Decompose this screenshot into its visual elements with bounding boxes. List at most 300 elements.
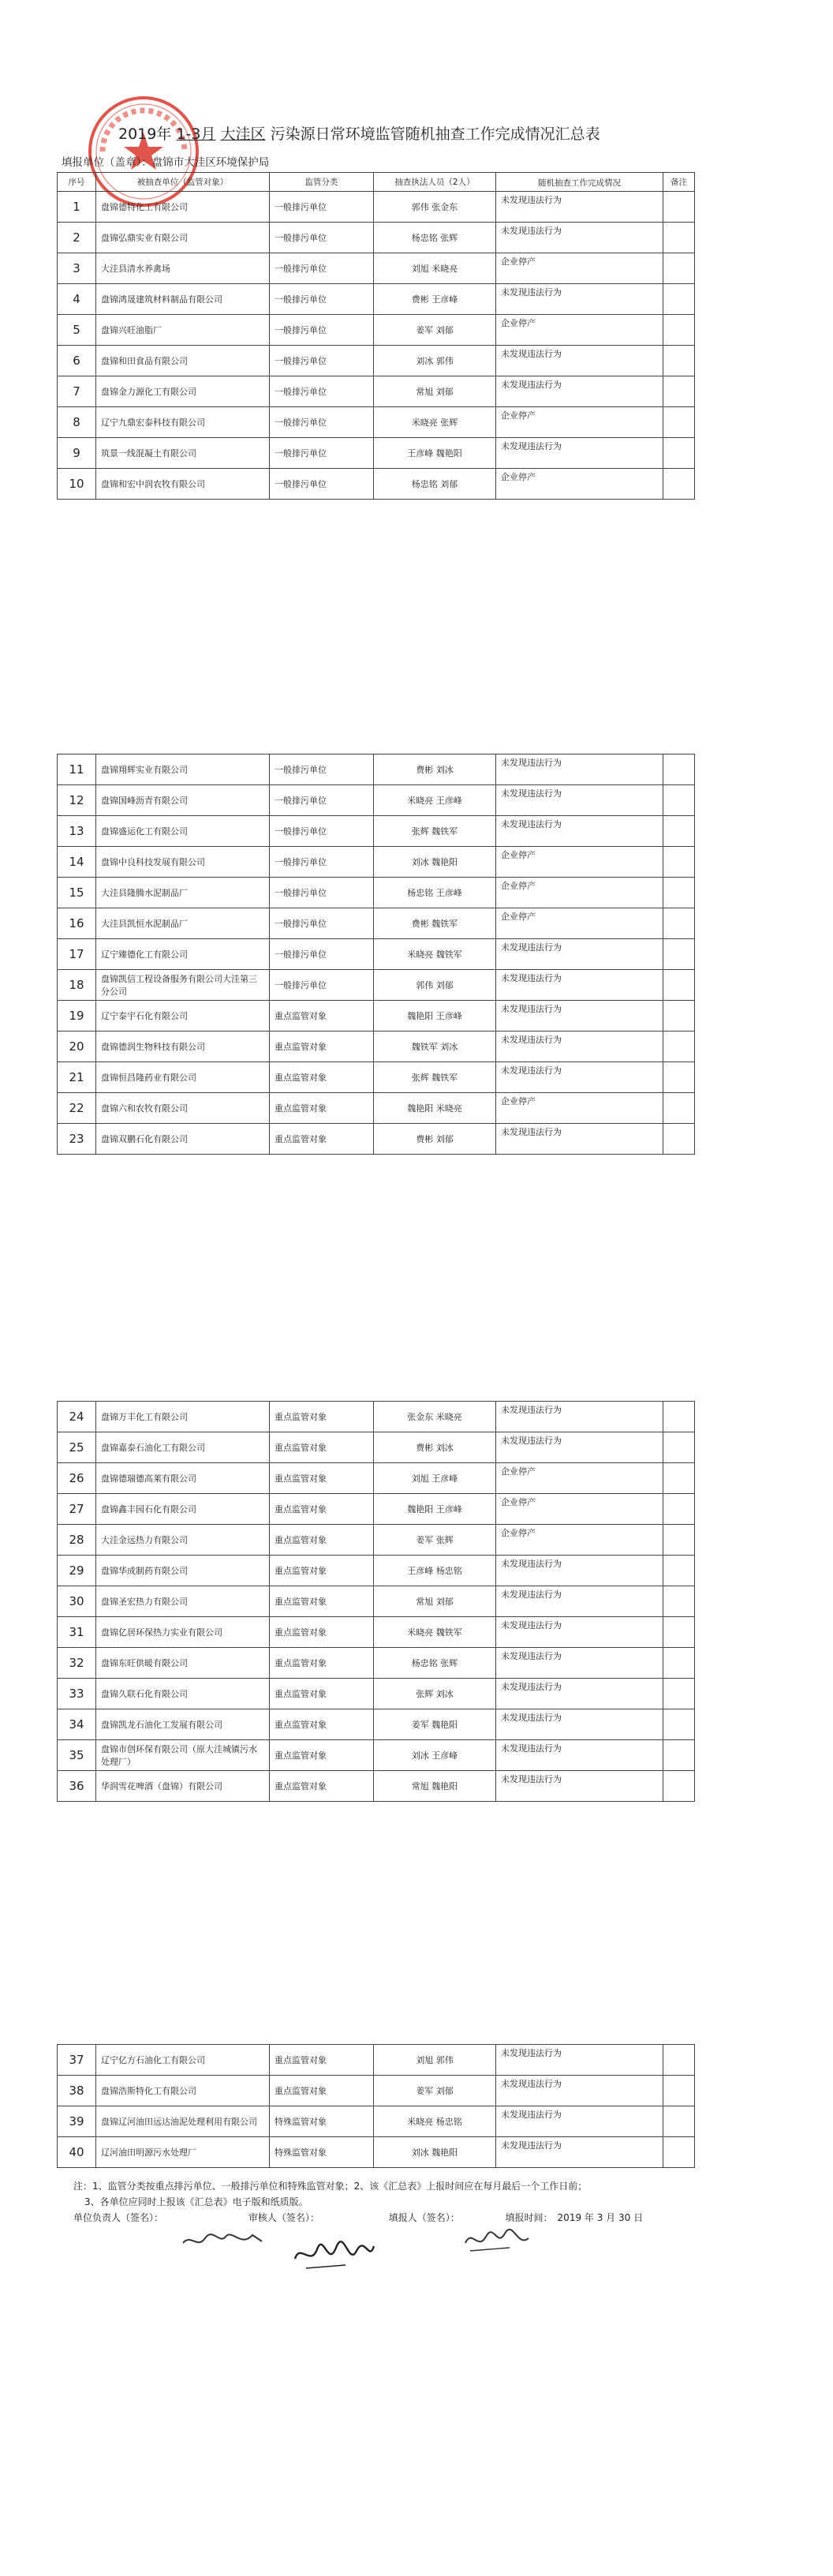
remark [663,1494,695,1525]
supervision-category: 一般排污单位 [270,407,374,438]
company-name: 盘锦凯信工程设备服务有限公司大洼第三分公司 [96,970,270,1001]
inspection-result: 企业停产 [496,407,663,438]
supervision-category: 一般排污单位 [270,192,374,223]
inspection-result: 未发现违法行为 [496,970,663,1001]
inspection-result: 企业停产 [496,1494,663,1525]
supervision-category: 重点监管对象 [270,1617,374,1648]
remark [663,1432,695,1463]
company-name: 盘锦和田食品有限公司 [96,346,270,376]
unit-head-label: 单位负责人（签名）： [73,2212,164,2223]
remark [663,1525,695,1556]
page-title: 2019年 1-3月 大洼区 污染源日常环境监管随机抽查工作完成情况汇总表 [118,125,600,143]
company-name: 盘锦鑫丰园石化有限公司 [96,1494,270,1525]
table-row [58,2045,695,2076]
inspectors: 米晓亮 魏铁军 [374,1617,496,1648]
table-row [58,438,695,469]
table-row [58,1709,695,1740]
row-number: 7 [58,376,96,407]
table-row [58,1402,695,1432]
row-number: 26 [58,1463,96,1494]
row-number: 27 [58,1494,96,1525]
remark [663,785,695,816]
company-name: 辽宁臻德化工有限公司 [96,939,270,970]
company-name: 大洼县凯恒水泥制品厂 [96,908,270,939]
inspectors: 常旭 刘郁 [374,376,496,407]
remark [663,2137,695,2168]
company-name: 盘锦市创环保有限公司（原大洼城镇污水处理厂） [96,1740,270,1771]
signature-unit-head-icon [180,2227,267,2256]
company-name: 盘锦盛运化工有限公司 [96,816,270,847]
filler-label: 填报人（签名）： [388,2212,460,2223]
remark [663,253,695,284]
company-name: 盘锦金力源化工有限公司 [96,376,270,407]
inspectors: 郭伟 刘郁 [374,970,496,1001]
company-name: 盘锦六和农牧有限公司 [96,1093,270,1124]
remark [663,908,695,939]
row-number: 3 [58,253,96,284]
inspectors: 杨忠铭 张辉 [374,1648,496,1679]
inspectors: 刘冰 郭伟 [374,346,496,376]
supervision-category: 重点监管对象 [270,1093,374,1124]
row-number: 30 [58,1586,96,1617]
company-name: 筑景一线混凝土有限公司 [96,438,270,469]
reporting-unit: 填报单位（盖章）：盘锦市大洼区环境保护局 [62,156,270,169]
company-name: 辽宁九鼎宏泰科技有限公司 [96,407,270,438]
column-header-category: 监管分类 [270,173,374,192]
table-header-row [58,173,695,192]
inspection-result: 未发现违法行为 [496,438,663,469]
table-row [58,315,695,346]
company-name: 盘锦辽河油田远达油泥处理利用有限公司 [96,2106,270,2137]
inspection-result: 未发现违法行为 [496,2045,663,2076]
inspection-table [57,172,695,500]
table-row [58,1679,695,1709]
inspectors: 杨忠铭 张辉 [374,223,496,253]
company-name: 辽河油田明源污水处理厂 [96,2137,270,2168]
inspectors: 米晓亮 魏铁军 [374,939,496,970]
table-row [58,284,695,315]
inspectors: 杨忠铭 刘郁 [374,469,496,500]
inspectors: 王彦峰 魏艳阳 [374,438,496,469]
inspectors: 魏艳阳 王彦峰 [374,1494,496,1525]
inspection-result: 未发现违法行为 [496,1679,663,1709]
remark [663,1709,695,1740]
row-number: 19 [58,1001,96,1032]
remark [663,376,695,407]
remark [663,346,695,376]
inspectors: 郭伟 张金东 [374,192,496,223]
remark [663,816,695,847]
company-name: 盘锦德特化工有限公司 [96,192,270,223]
supervision-category: 重点监管对象 [270,1001,374,1032]
remark [663,754,695,785]
inspection-result: 未发现违法行为 [496,1556,663,1586]
remark [663,1586,695,1617]
company-name: 大洼县清水养禽场 [96,253,270,284]
inspectors: 杨忠铭 王彦峰 [374,878,496,908]
column-header-remark: 备注 [663,173,695,192]
inspectors: 常旭 刘郁 [374,1586,496,1617]
table-row [58,785,695,816]
remark [663,878,695,908]
row-number: 28 [58,1525,96,1556]
inspectors: 米晓亮 王彦峰 [374,785,496,816]
remark [663,1062,695,1093]
inspection-result: 企业停产 [496,908,663,939]
supervision-category: 重点监管对象 [270,1525,374,1556]
remark [663,1402,695,1432]
inspection-result: 企业停产 [496,1463,663,1494]
inspection-result: 未发现违法行为 [496,1709,663,1740]
remark [663,1001,695,1032]
company-name: 盘锦久联石化有限公司 [96,1679,270,1709]
inspection-result: 未发现违法行为 [496,785,663,816]
table-row [58,223,695,253]
company-name: 辽宁亿方石油化工有限公司 [96,2045,270,2076]
table-row [58,2137,695,2168]
table-row [58,1525,695,1556]
column-header-no: 序号 [58,173,96,192]
inspectors: 姜军 刘郁 [374,2076,496,2106]
inspectors: 张辉 魏铁军 [374,1062,496,1093]
row-number: 32 [58,1648,96,1679]
inspection-result: 未发现违法行为 [496,1402,663,1432]
row-number: 17 [58,939,96,970]
inspection-result: 企业停产 [496,1093,663,1124]
supervision-category: 一般排污单位 [270,785,374,816]
table-row [58,1556,695,1586]
inspectors: 费彬 刘冰 [374,1432,496,1463]
table-row [58,469,695,500]
supervision-category: 重点监管对象 [270,1648,374,1679]
inspection-result: 企业停产 [496,1525,663,1556]
table-row [58,376,695,407]
remark [663,1032,695,1062]
row-number: 36 [58,1771,96,1802]
table-row [58,2106,695,2137]
company-name: 盘锦德瑞德高莱有限公司 [96,1463,270,1494]
table-row [58,253,695,284]
supervision-category: 一般排污单位 [270,878,374,908]
table-row [58,346,695,376]
inspectors: 费彬 刘郁 [374,1124,496,1155]
supervision-category: 一般排污单位 [270,438,374,469]
inspection-result: 企业停产 [496,253,663,284]
row-number: 4 [58,284,96,315]
date-label: 填报时间： [505,2212,553,2223]
inspectors: 费彬 刘冰 [374,754,496,785]
table-row [58,1093,695,1124]
table-row [58,939,695,970]
supervision-category: 重点监管对象 [270,1463,374,1494]
inspectors: 魏艳阳 米晓亮 [374,1093,496,1124]
remark [663,1556,695,1586]
remark [663,315,695,346]
row-number: 40 [58,2137,96,2168]
inspection-result: 企业停产 [496,315,663,346]
company-name: 大洼金远热力有限公司 [96,1525,270,1556]
remark [663,1124,695,1155]
supervision-category: 重点监管对象 [270,1679,374,1709]
remark [663,192,695,223]
column-header-inspectors: 抽查执法人员（2人） [374,173,496,192]
company-name: 盘锦双鹏石化有限公司 [96,1124,270,1155]
table-row [58,1124,695,1155]
row-number: 16 [58,908,96,939]
row-number: 34 [58,1709,96,1740]
inspectors: 米晓亮 杨忠铭 [374,2106,496,2137]
supervision-category: 一般排污单位 [270,754,374,785]
supervision-category: 特殊监管对象 [270,2106,374,2137]
supervision-category: 一般排污单位 [270,315,374,346]
remark [663,939,695,970]
remark [663,970,695,1001]
table-row [58,407,695,438]
inspection-result: 企业停产 [496,878,663,908]
supervision-category: 一般排污单位 [270,223,374,253]
table-row [58,1648,695,1679]
inspectors: 刘冰 王彦峰 [374,1740,496,1771]
supervision-category: 一般排污单位 [270,847,374,878]
table-row [58,1463,695,1494]
table-row [58,1617,695,1648]
supervision-category: 一般排污单位 [270,970,374,1001]
row-number: 23 [58,1124,96,1155]
company-name: 盘锦亿居环保热力实业有限公司 [96,1617,270,1648]
supervision-category: 一般排污单位 [270,939,374,970]
supervision-category: 重点监管对象 [270,1032,374,1062]
table-row [58,1432,695,1463]
supervision-category: 重点监管对象 [270,1494,374,1525]
inspectors: 张辉 魏铁军 [374,816,496,847]
remark [663,284,695,315]
supervision-category: 重点监管对象 [270,1709,374,1740]
row-number: 13 [58,816,96,847]
company-name: 盘锦国峰沥青有限公司 [96,785,270,816]
supervision-category: 特殊监管对象 [270,2137,374,2168]
company-name: 盘锦嘉泰石油化工有限公司 [96,1432,270,1463]
row-number: 20 [58,1032,96,1062]
supervision-category: 一般排污单位 [270,908,374,939]
row-number: 14 [58,847,96,878]
row-number: 18 [58,970,96,1001]
inspection-result: 未发现违法行为 [496,1124,663,1155]
inspectors: 张金东 米晓亮 [374,1402,496,1432]
note-line-1: 注：1、监管分类按重点排污单位、一般排污单位和特殊监管对象；2、该《汇总表》上报时间应在每月最后一个工作日前； [73,2181,588,2192]
column-header-name: 被抽查单位（监管对象） [96,173,270,192]
remark [663,1463,695,1494]
remark [663,1679,695,1709]
inspectors: 魏铁军 刘冰 [374,1032,496,1062]
row-number: 31 [58,1617,96,1648]
remark [663,1093,695,1124]
inspectors: 米晓亮 张辉 [374,407,496,438]
company-name: 大洼县隆腾水泥制品厂 [96,878,270,908]
row-number: 12 [58,785,96,816]
company-name: 盘锦万丰化工有限公司 [96,1402,270,1432]
row-number: 29 [58,1556,96,1586]
inspectors: 魏艳阳 王彦峰 [374,1001,496,1032]
supervision-category: 一般排污单位 [270,469,374,500]
row-number: 9 [58,438,96,469]
inspectors: 刘旭 郭伟 [374,2045,496,2076]
date-value: 2019 年 3 月 30 日 [557,2212,644,2223]
row-number: 8 [58,407,96,438]
supervision-category: 重点监管对象 [270,1402,374,1432]
remark [663,1771,695,1802]
inspectors: 张辉 刘冰 [374,1679,496,1709]
remark [663,438,695,469]
company-name: 盘锦东旺供暖有限公司 [96,1648,270,1679]
inspection-result: 未发现违法行为 [496,284,663,315]
row-number: 1 [58,192,96,223]
table-row [58,970,695,1001]
inspection-result: 未发现违法行为 [496,1001,663,1032]
inspection-result: 未发现违法行为 [496,1648,663,1679]
inspection-result: 未发现违法行为 [496,754,663,785]
company-name: 盘锦德润生物科技有限公司 [96,1032,270,1062]
inspection-table [57,2044,695,2168]
company-name: 盘锦兴旺油脂厂 [96,315,270,346]
inspection-result: 未发现违法行为 [496,223,663,253]
footnotes [73,2178,654,2226]
company-name: 盘锦中良科技发展有限公司 [96,847,270,878]
remark [663,223,695,253]
inspection-result: 未发现违法行为 [496,1586,663,1617]
row-number: 2 [58,223,96,253]
company-name: 盘锦华成制药有限公司 [96,1556,270,1586]
inspection-result: 企业停产 [496,469,663,500]
table-row [58,816,695,847]
supervision-category: 重点监管对象 [270,2076,374,2106]
row-number: 21 [58,1062,96,1093]
table-row [58,1032,695,1062]
table-row [58,1001,695,1032]
company-name: 盘锦凯龙石油化工发展有限公司 [96,1709,270,1740]
row-number: 38 [58,2076,96,2106]
remark [663,2076,695,2106]
supervision-category: 重点监管对象 [270,2045,374,2076]
inspection-table [57,1401,695,1802]
inspectors: 姜军 魏艳阳 [374,1709,496,1740]
supervision-category: 重点监管对象 [270,1586,374,1617]
table-row [58,192,695,223]
column-header-result: 随机抽查工作完成情况 [496,173,663,192]
table-row [58,754,695,785]
inspectors: 姜军 刘郁 [374,315,496,346]
table-row [58,908,695,939]
supervision-category: 一般排污单位 [270,284,374,315]
remark [663,469,695,500]
inspection-result: 未发现违法行为 [496,2106,663,2137]
inspectors: 费彬 魏铁军 [374,908,496,939]
inspection-result: 未发现违法行为 [496,1617,663,1648]
inspection-result: 未发现违法行为 [496,939,663,970]
reviewer-label: 审核人（签名）： [248,2212,319,2223]
inspectors: 刘旭 王彦峰 [374,1463,496,1494]
row-number: 33 [58,1679,96,1709]
signature-reviewer-icon [290,2235,377,2275]
inspectors: 刘旭 米晓亮 [374,253,496,284]
table-row [58,1771,695,1802]
row-number: 37 [58,2045,96,2076]
inspection-result: 企业停产 [496,847,663,878]
supervision-category: 一般排污单位 [270,253,374,284]
company-name: 盘锦浩斯特化工有限公司 [96,2076,270,2106]
remark [663,1740,695,1771]
row-number: 35 [58,1740,96,1771]
table-row [58,1062,695,1093]
supervision-category: 重点监管对象 [270,1556,374,1586]
table-row [58,878,695,908]
company-name: 盘锦弘鼎实业有限公司 [96,223,270,253]
table-row [58,2076,695,2106]
company-name: 华润雪花啤酒（盘锦）有限公司 [96,1771,270,1802]
supervision-category: 一般排污单位 [270,346,374,376]
supervision-category: 重点监管对象 [270,1124,374,1155]
company-name: 盘锦鸿晟建筑材料制品有限公司 [96,284,270,315]
row-number: 15 [58,878,96,908]
remark [663,1617,695,1648]
supervision-category: 重点监管对象 [270,1432,374,1463]
inspection-result: 未发现违法行为 [496,2076,663,2106]
inspection-result: 未发现违法行为 [496,1771,663,1802]
inspection-result: 未发现违法行为 [496,346,663,376]
inspection-result: 未发现违法行为 [496,1032,663,1062]
inspection-result: 未发现违法行为 [496,1062,663,1093]
signature-filler-icon [462,2224,533,2256]
inspection-result: 未发现违法行为 [496,192,663,223]
row-number: 24 [58,1402,96,1432]
inspection-result: 未发现违法行为 [496,1432,663,1463]
table-row [58,1494,695,1525]
inspectors: 刘冰 魏艳阳 [374,847,496,878]
remark [663,1648,695,1679]
row-number: 25 [58,1432,96,1463]
supervision-category: 一般排污单位 [270,376,374,407]
supervision-category: 重点监管对象 [270,1062,374,1093]
company-name: 辽宁泰宇石化有限公司 [96,1001,270,1032]
inspection-result: 未发现违法行为 [496,1740,663,1771]
company-name: 盘锦翔辉实业有限公司 [96,754,270,785]
inspectors: 姜军 张辉 [374,1525,496,1556]
row-number: 10 [58,469,96,500]
supervision-category: 重点监管对象 [270,1740,374,1771]
row-number: 6 [58,346,96,376]
row-number: 22 [58,1093,96,1124]
company-name: 盘锦圣宏热力有限公司 [96,1586,270,1617]
company-name: 盘锦恒昌隆药业有限公司 [96,1062,270,1093]
inspection-result: 未发现违法行为 [496,816,663,847]
row-number: 5 [58,315,96,346]
note-line-2: 3、各单位应同时上报该《汇总表》电子版和纸质版。 [84,2196,308,2207]
signature-row [73,2210,654,2226]
company-name: 盘锦和宏中润农牧有限公司 [96,469,270,500]
inspectors: 常旭 魏艳阳 [374,1771,496,1802]
inspection-result: 未发现违法行为 [496,2137,663,2168]
remark [663,847,695,878]
remark [663,407,695,438]
remark [663,2106,695,2137]
supervision-category: 重点监管对象 [270,1771,374,1802]
supervision-category: 一般排污单位 [270,816,374,847]
table-row [58,1586,695,1617]
inspectors: 费彬 王彦峰 [374,284,496,315]
table-row [58,847,695,878]
table-row [58,1740,695,1771]
inspection-table [57,754,695,1155]
inspectors: 王彦峰 杨忠铭 [374,1556,496,1586]
